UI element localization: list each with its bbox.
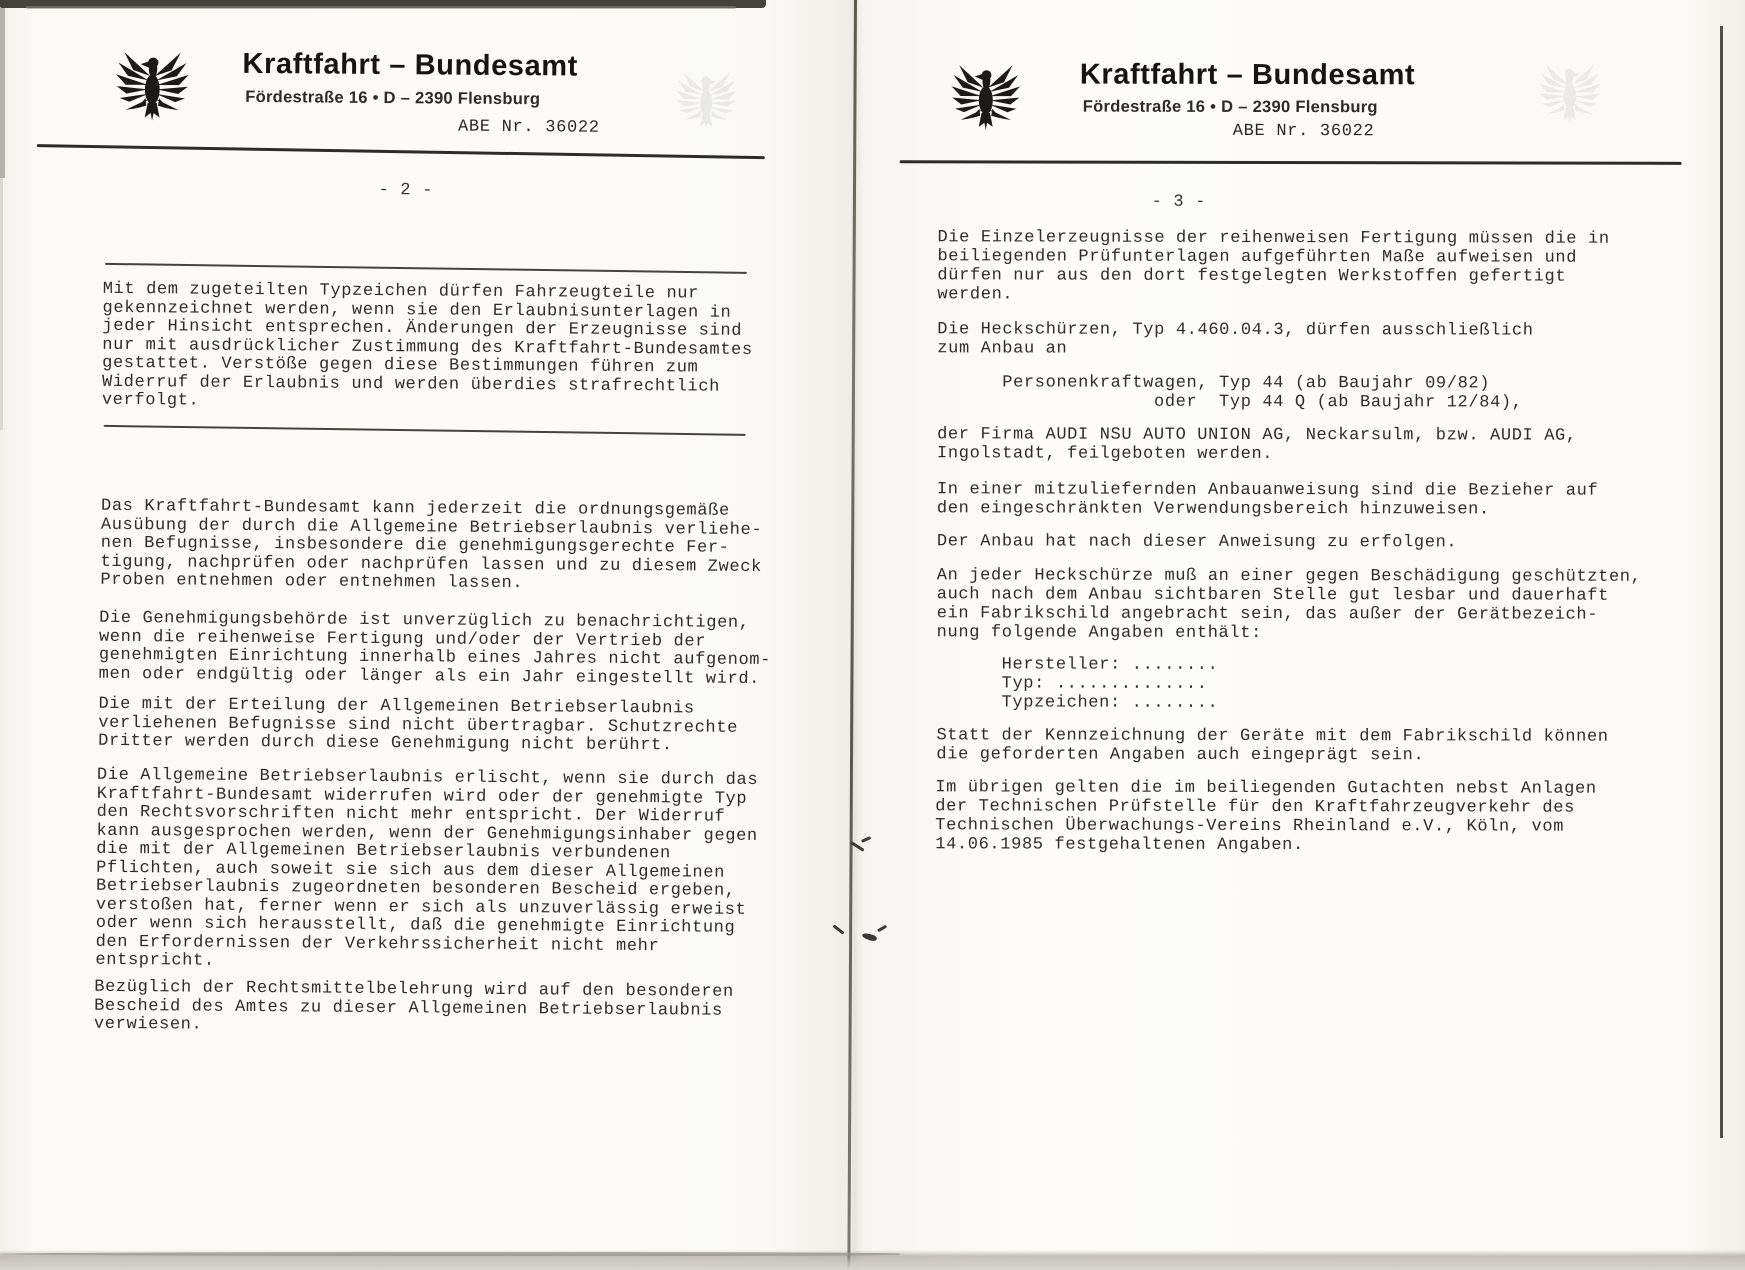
separator-line	[105, 263, 747, 274]
scan-left-edge-faint-shadow	[0, 170, 3, 430]
typewritten-paragraph: Statt der Kennzeichnung der Geräte mit dem Fabrikschild können die geforderten Angaben auch eingeprägt sein.	[936, 726, 1609, 766]
scan-left-edge-shadow	[0, 8, 5, 178]
typewritten-paragraph: Bezüglich der Rechtsmittelbelehrung wird auf den besonderen Bescheid des Amtes zu dieser Allgemeinen Betriebserlaubnis verwiesen.	[93, 977, 734, 1035]
letterhead-rule	[37, 144, 765, 159]
letterhead-address: Fördestraße 16 • D – 2390 Flensburg	[245, 87, 541, 109]
typewritten-paragraph: Im übrigen gelten die im beiliegenden Gutachten nebst Anlagen der Technischen Prüfstelle für den Kraftfahrzeugverkehr des Technischen Überwachungs-Vereins Rheinland e.V., Köln, vom 14.06.1985 festgehaltenen Angaben.	[935, 778, 1597, 856]
federal-eagle-icon	[115, 43, 190, 126]
letterhead-title: Kraftfahrt – Bundesamt	[1079, 58, 1416, 92]
federal-eagle-icon	[951, 56, 1021, 134]
letterhead-address: Fördestraße 16 • D – 2390 Flensburg	[1082, 97, 1378, 117]
scan-right-edge-line	[1720, 26, 1723, 1138]
letterhead-title: Kraftfahrt – Bundesamt	[242, 47, 579, 83]
typewritten-paragraph: der Firma AUDI NSU AUTO UNION AG, Neckarsulm, bzw. AUDI AG, Ingolstadt, feilgeboten werden.	[937, 425, 1577, 465]
scan-top-edge-soft-shadow	[26, 6, 736, 9]
page-2	[0, 0, 790, 1270]
abe-number: ABE Nr. 36022	[1232, 121, 1375, 142]
scan-bottom-shadow	[0, 1250, 1745, 1270]
typewritten-paragraph: Die Allgemeine Betriebserlaubnis erlischt, wenn sie durch das Kraftfahrt-Bundesamt widerrufen wird oder der genehmigte Typ den Rechtsvorschriften nicht mehr entspricht. Der Widerruf kann ausgesprochen werden, wenn der Genehmigungsinhaber gegen die mit der Allgemeinen Betriebserlaubnis verbundenen Pflichten, auch soweit sie sich aus dem dieser Allgemeinen Betriebserlaubnis zugeordneten besonderen Bescheid ergeben, verstoßen hat, ferner wenn er sich als unzuverlässig erweist oder wenn sich herausstellt, daß die genehmigte Einrichtung den Erfordernissen der Verkehrssicherheit nicht mehr entspricht.	[95, 765, 759, 971]
abe-number: ABE Nr. 36022	[457, 117, 600, 138]
typewritten-paragraph: Die Genehmigungsbehörde ist unverzüglich zu benachrichtigen, wenn die reihenweise Fertigung und/oder der Vertrieb der genehmigten Einrichtung innerhalb eines Jahres nicht aufgenom- men oder endgültig oder länger als ein Jahr eingestellt wird.	[98, 608, 772, 689]
typewritten-paragraph: Das Kraftfahrt-Bundesamt kann jederzeit die ordnungsgemäße Ausübung der durch die Allgemeine Betriebserlaubnis verliehe- nen Befugnisse, insbesondere die genehmigungsgerechte Fer- tigung, nachprüfen oder nachprüfen lassen und zu diesem Zweck Proben entnehmen oder entnehmen lassen.	[100, 496, 763, 594]
bleed-through-eagle-icon	[675, 63, 738, 133]
page-3	[787, 0, 1745, 1270]
bleed-through-eagle-icon	[1538, 56, 1602, 128]
page-number: - 3 -	[1151, 192, 1207, 212]
typewritten-paragraph: An jeder Heckschürze muß an einer gegen Beschädigung geschützten, auch nach dem Anbau sichtbaren Stelle gut lesbar und dauerhaft ein Fabrikschild angebracht sein, das außer der Gerätbezeich- nung folgende Angaben enthält:	[936, 566, 1642, 643]
typewritten-indented-block: Personenkraftwagen, Typ 44 (ab Baujahr 09/82) oder Typ 44 Q (ab Baujahr 12/84),	[937, 373, 1523, 413]
typewritten-paragraph: Mit dem zugeteilten Typzeichen dürfen Fahrzeugteile nur gekennzeichnet werden, wenn sie den Erlaubnisunterlagen in jeder Hinsicht entsprechen. Änderungen der Erzeugnisse sind nur mit ausdrücklicher Zustimmung des Kraftfahrt-Bundesamtes gestattet. Verstöße gegen diese Bestimmungen führen zum Widerruf der Erlaubnis und werden überdies strafrechtlich verfolgt.	[101, 279, 753, 411]
typewritten-paragraph: Der Anbau hat nach dieser Anweisung zu erfolgen.	[936, 532, 1458, 553]
letterhead-rule	[900, 160, 1682, 165]
typewritten-label-list: Hersteller: ........ Typ: .............. Typzeichen: ........	[936, 655, 1219, 713]
typewritten-paragraph: Die Heckschürzen, Typ 4.460.04.3, dürfen ausschließlich zum Anbau an	[937, 320, 1534, 359]
typewritten-paragraph: Die mit der Erteilung der Allgemeinen Betriebserlaubnis verliehenen Befugnisse sind nicht übertragbar. Schutzrechte Dritter werden durch diese Genehmigung nicht berührt.	[98, 694, 739, 756]
separator-line	[104, 425, 746, 436]
typewritten-paragraph: Die Einzelerzeugnisse der reihenweisen Fertigung müssen die in beiliegenden Prüfunterlagen aufgeführten Maße aufweisen und dürfen nur aus den dort festgelegten Werkstoffen gefertigt werden.	[937, 228, 1610, 305]
typewritten-paragraph: In einer mitzuliefernden Anbauanweisung sind die Bezieher auf den eingeschränkten Verwendungsbereich hinzuweisen.	[936, 480, 1599, 520]
page-number: - 2 -	[378, 180, 434, 201]
